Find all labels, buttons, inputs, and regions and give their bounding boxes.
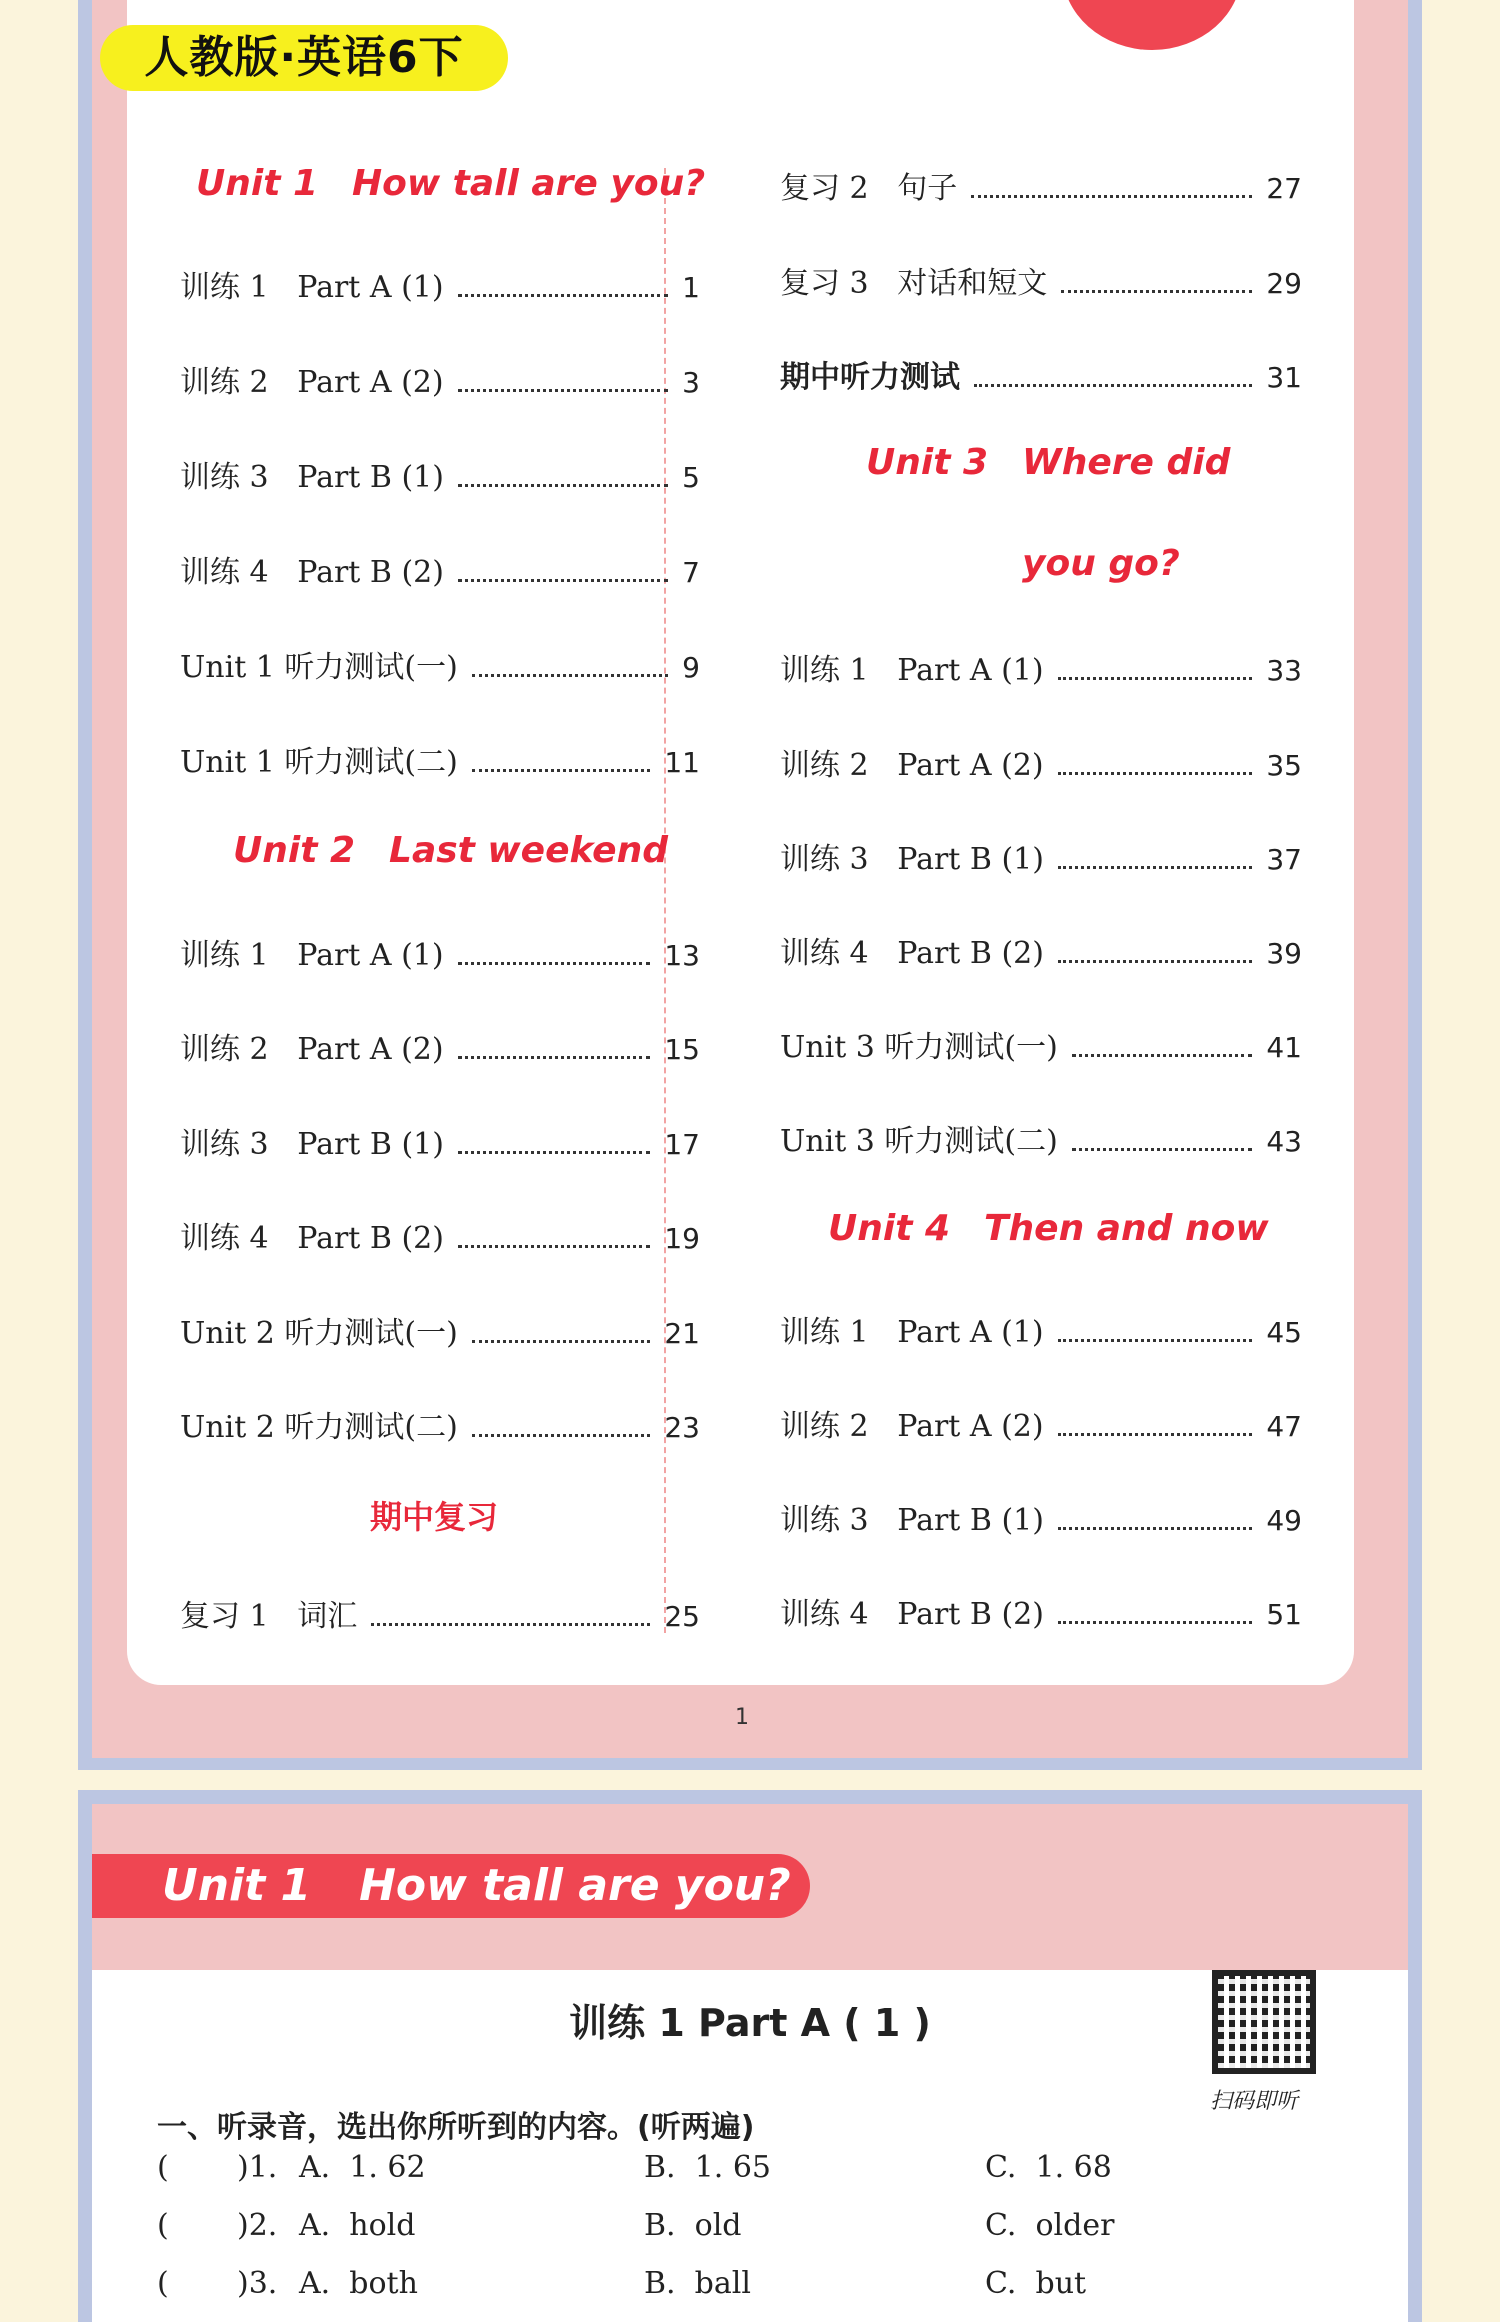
unit4-title: Then and now <box>984 1208 1269 1249</box>
edition-badge: 人教版·英语6下 <box>100 25 508 91</box>
toc-entry-page: 47 <box>1266 1410 1302 1443</box>
toc-entry <box>780 1022 1302 1065</box>
toc-entry-page: 43 <box>1266 1125 1302 1158</box>
toc-entry-label: Unit 1 听力测试(二) <box>180 745 458 780</box>
toc-entry <box>780 163 1302 206</box>
toc-entry <box>180 262 700 305</box>
toc-leader-dots <box>1058 772 1253 775</box>
toc-entry-page: 39 <box>1266 937 1302 970</box>
toc-entry-label: 训练 2 Part A (2) <box>180 365 444 400</box>
toc-leader-dots <box>458 389 669 392</box>
toc-entry <box>780 1589 1302 1632</box>
toc-entry-label: 期中听力测试 <box>780 360 960 395</box>
unit2-number: Unit 2 <box>233 830 355 871</box>
option-a: A. 1. 62 <box>299 2150 426 2185</box>
section-instruction: 一、听录音，选出你所听到的内容。(听两遍) <box>157 2110 755 2145</box>
toc-leader-dots <box>1058 1339 1253 1342</box>
toc-leader-dots <box>458 294 669 297</box>
toc-leader-dots <box>1058 1433 1253 1436</box>
toc-leader-dots <box>458 484 668 487</box>
toc-leader-dots <box>472 1434 651 1437</box>
unit3-title-line2: you go? <box>1022 543 1180 584</box>
toc-entry-label: 复习 1 词汇 <box>180 1599 358 1634</box>
option-a: A. both <box>299 2266 418 2301</box>
toc-leader-dots <box>458 1151 650 1154</box>
toc-entry <box>180 1213 700 1256</box>
unit1-number: Unit 1 <box>196 163 318 204</box>
unit1-heading <box>196 163 705 204</box>
toc-entry-label: 训练 2 Part A (2) <box>780 748 1044 783</box>
toc-entry <box>780 740 1302 783</box>
toc-entry <box>780 1495 1302 1538</box>
toc-leader-dots <box>472 769 651 772</box>
toc-entry-page: 35 <box>1266 749 1302 782</box>
toc-entry-label: 训练 3 Part B (1) <box>780 842 1044 877</box>
option-b: B. 1. 65 <box>644 2150 771 2185</box>
toc-leader-dots <box>971 195 1252 198</box>
toc-leader-dots <box>458 1245 650 1248</box>
toc-entry-label: Unit 2 听力测试(二) <box>180 1410 458 1445</box>
toc-leader-dots <box>458 579 668 582</box>
toc-entry-label: 训练 4 Part B (2) <box>780 936 1044 971</box>
toc-entry <box>180 737 700 780</box>
toc-entry <box>780 352 1302 395</box>
toc-entry-label: 训练 1 Part A (1) <box>780 1315 1044 1350</box>
toc-leader-dots <box>472 674 668 677</box>
question-number: )1. <box>237 2150 278 2185</box>
exercise-sheet <box>92 1970 1408 2322</box>
exercise-title: 训练 1 Part A ( 1 ) <box>569 2001 931 2045</box>
toc-leader-dots <box>1058 960 1252 963</box>
toc-leader-dots <box>1058 677 1253 680</box>
toc-entry-page: 21 <box>664 1317 700 1350</box>
toc-entry-page: 41 <box>1266 1031 1302 1064</box>
toc-entry-page: 31 <box>1266 361 1302 394</box>
option-c: C. 1. 68 <box>985 2150 1112 2185</box>
toc-entry-label: 复习 2 句子 <box>780 171 958 206</box>
toc-entry-page: 51 <box>1266 1598 1302 1631</box>
toc-entry-page: 29 <box>1266 267 1302 300</box>
option-c: C. but <box>985 2266 1087 2301</box>
question-row <box>157 2208 1357 2252</box>
unit-banner-text <box>162 1854 791 1918</box>
toc-entry-page: 33 <box>1266 654 1302 687</box>
question-row <box>157 2266 1357 2310</box>
toc-entry-label: 训练 1 Part A (1) <box>180 270 444 305</box>
toc-entry <box>180 1024 700 1067</box>
qr-caption: 扫码即听 <box>1210 2089 1299 2114</box>
banner-unit-title: How tall are you? <box>359 1860 791 1911</box>
unit3-title-line1: Where did <box>1022 442 1231 483</box>
toc-entry <box>780 258 1302 301</box>
unit3-heading <box>866 442 1230 483</box>
toc-entry-label: 训练 4 Part B (2) <box>180 1221 444 1256</box>
toc-entry-label: Unit 2 听力测试(一) <box>180 1316 458 1351</box>
toc-entry-page: 27 <box>1266 172 1302 205</box>
toc-entry <box>180 452 700 495</box>
toc-entry <box>180 357 700 400</box>
toc-entry-label: 训练 2 Part A (2) <box>780 1409 1044 1444</box>
toc-entry-page: 17 <box>664 1128 700 1161</box>
toc-entry-page: 9 <box>682 651 700 684</box>
toc-entry-label: 训练 1 Part A (1) <box>180 938 444 973</box>
toc-entry-page: 15 <box>664 1033 700 1066</box>
toc-entry-page: 37 <box>1266 843 1302 876</box>
toc-entry <box>180 1591 700 1634</box>
toc-leader-dots <box>1058 1527 1252 1530</box>
answer-bracket: ( <box>157 2150 169 2185</box>
unit3-number: Unit 3 <box>866 442 988 483</box>
toc-entry-page: 49 <box>1266 1504 1302 1537</box>
option-a: A. hold <box>299 2208 416 2243</box>
toc-leader-dots <box>1072 1148 1253 1151</box>
toc-leader-dots <box>458 1056 651 1059</box>
toc-entry-label: Unit 3 听力测试(二) <box>780 1124 1058 1159</box>
unit4-number: Unit 4 <box>828 1208 950 1249</box>
toc-entry-label: 复习 3 对话和短文 <box>780 266 1048 301</box>
unit2-title: Last weekend <box>389 830 668 871</box>
toc-entry-page: 25 <box>664 1600 700 1633</box>
toc-entry-label: 训练 1 Part A (1) <box>780 653 1044 688</box>
page-number: 1 <box>735 1705 749 1730</box>
exercise-page-inner <box>92 1804 1408 2322</box>
answer-bracket: ( <box>157 2266 169 2301</box>
option-b: B. ball <box>644 2266 751 2301</box>
toc-entry-label: Unit 1 听力测试(一) <box>180 650 458 685</box>
toc-leader-dots <box>458 962 651 965</box>
toc-leader-dots <box>472 1340 651 1343</box>
toc-leader-dots <box>1072 1054 1253 1057</box>
toc-entry-page: 19 <box>664 1222 700 1255</box>
midterm-review-heading: 期中复习 <box>370 1498 499 1536</box>
toc-entry-label: 训练 3 Part B (1) <box>180 1127 444 1162</box>
unit4-heading <box>828 1208 1269 1249</box>
toc-entry <box>780 834 1302 877</box>
toc-entry <box>780 1307 1302 1350</box>
question-number: )2. <box>237 2208 278 2243</box>
toc-entry-page: 3 <box>682 366 700 399</box>
toc-entry-label: 训练 3 Part B (1) <box>780 1503 1044 1538</box>
toc-entry <box>180 547 700 590</box>
toc-leader-dots <box>371 1623 650 1626</box>
toc-entry-label: Unit 3 听力测试(一) <box>780 1030 1058 1065</box>
question-row <box>157 2150 1357 2194</box>
toc-entry-page: 11 <box>664 746 700 779</box>
toc-entry <box>780 645 1302 688</box>
option-b: B. old <box>644 2208 742 2243</box>
toc-entry <box>180 1402 700 1445</box>
unit1-title: How tall are you? <box>352 163 706 204</box>
option-c: C. older <box>985 2208 1115 2243</box>
banner-unit-number: Unit 1 <box>162 1860 312 1911</box>
toc-entry-label: 训练 2 Part A (2) <box>180 1032 444 1067</box>
toc-entry-label: 训练 4 Part B (2) <box>180 555 444 590</box>
qr-code-icon[interactable] <box>1212 1970 1316 2074</box>
toc-entry <box>780 1401 1302 1444</box>
toc-entry <box>180 1308 700 1351</box>
toc-entry-page: 45 <box>1266 1316 1302 1349</box>
unit3-heading-line2 <box>1022 543 1180 584</box>
toc-entry <box>780 1116 1302 1159</box>
question-number: )3. <box>237 2266 278 2301</box>
toc-entry-page: 23 <box>664 1411 700 1444</box>
toc-leader-dots <box>1061 290 1252 293</box>
answer-bracket: ( <box>157 2208 169 2243</box>
toc-leader-dots <box>974 384 1252 387</box>
toc-leader-dots <box>1058 1621 1252 1624</box>
exercise-page <box>78 1790 1422 2322</box>
toc-entry-label: 训练 3 Part B (1) <box>180 460 444 495</box>
toc-entry-page: 7 <box>682 556 700 589</box>
toc-entry <box>780 928 1302 971</box>
toc-entry-label: 训练 4 Part B (2) <box>780 1597 1044 1632</box>
toc-entry-page: 13 <box>664 939 700 972</box>
toc-leader-dots <box>1058 866 1252 869</box>
toc-entry <box>180 930 700 973</box>
toc-entry <box>180 642 700 685</box>
unit2-heading <box>233 830 668 871</box>
toc-entry-page: 5 <box>682 461 700 494</box>
toc-entry <box>180 1119 700 1162</box>
toc-entry-page: 1 <box>682 271 700 304</box>
